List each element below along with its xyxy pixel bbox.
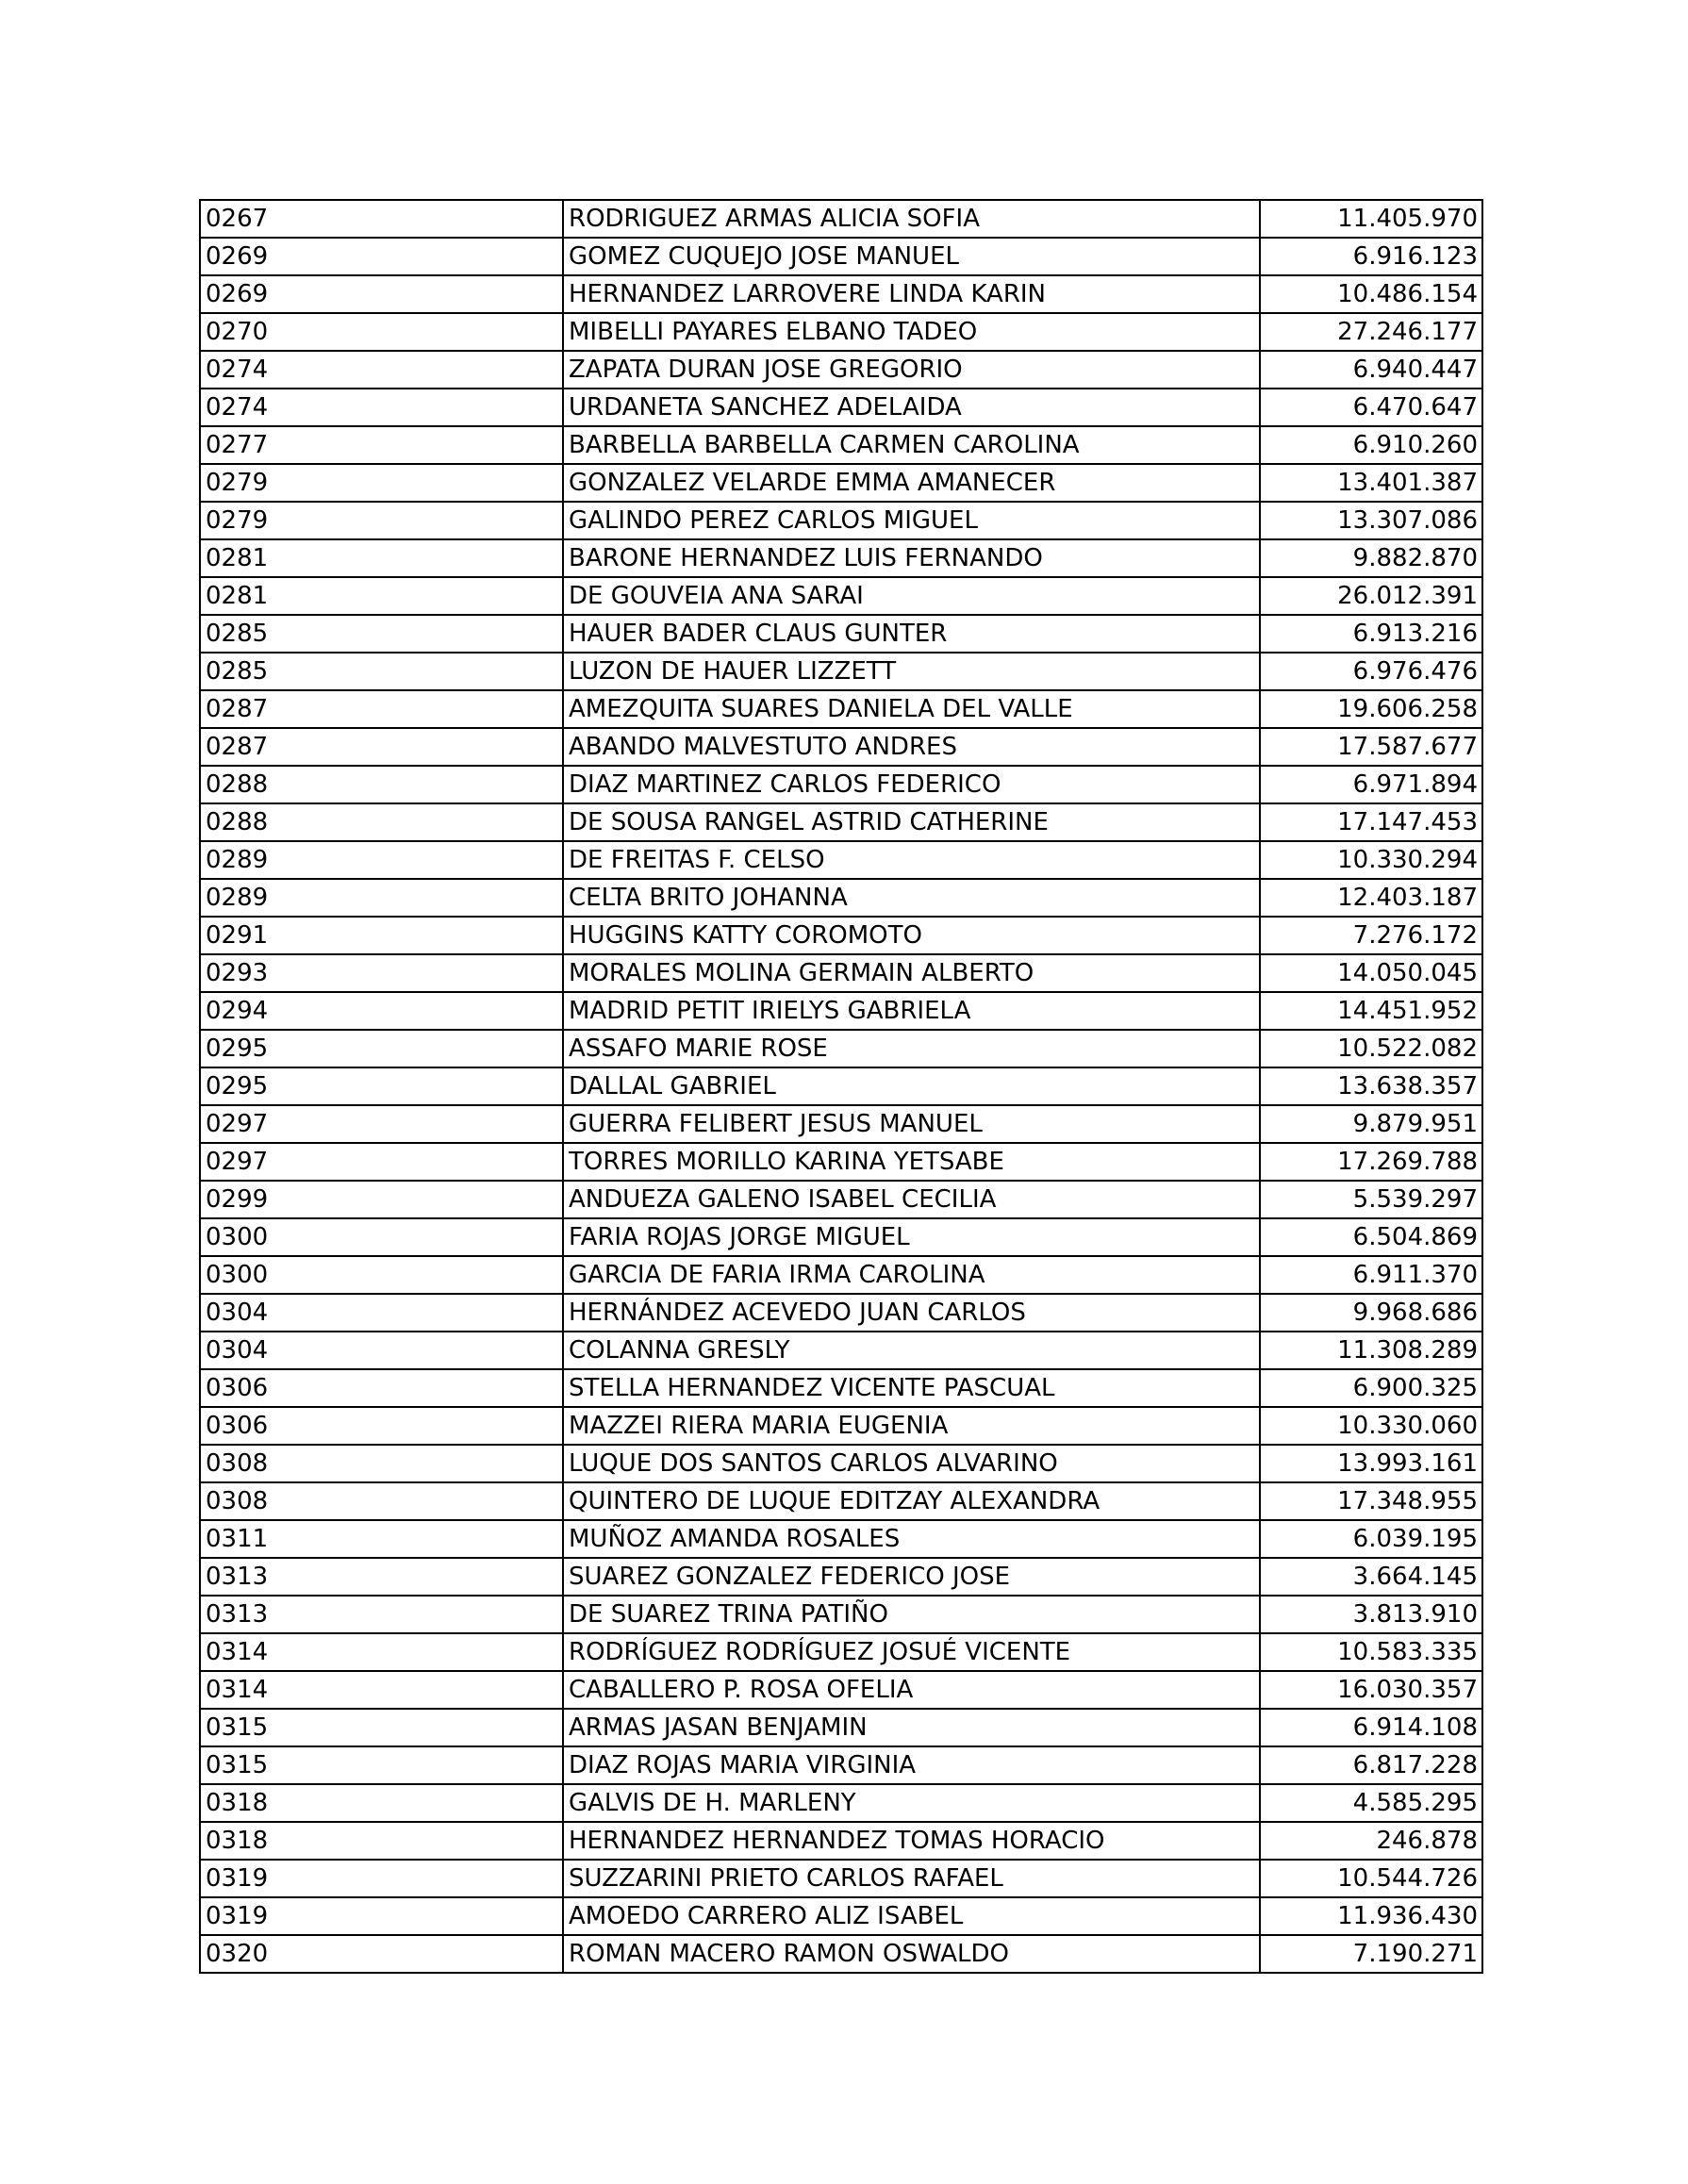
name-cell: MUÑOZ AMANDA ROSALES	[563, 1520, 1260, 1558]
code-cell: 0306	[200, 1407, 563, 1445]
table-row	[200, 1784, 1482, 1822]
name-cell: FARIA ROJAS JORGE MIGUEL	[563, 1218, 1260, 1256]
name-cell: QUINTERO DE LUQUE EDITZAY ALEXANDRA	[563, 1482, 1260, 1520]
name-cell: LUQUE DOS SANTOS CARLOS ALVARINO	[563, 1445, 1260, 1482]
table-row	[200, 954, 1482, 992]
amount-cell: 13.638.357	[1260, 1067, 1482, 1105]
name-cell: HERNANDEZ HERNANDEZ TOMAS HORACIO	[563, 1822, 1260, 1860]
amount-cell: 3.664.145	[1260, 1558, 1482, 1596]
table-row	[200, 1067, 1482, 1105]
amount-cell: 19.606.258	[1260, 690, 1482, 728]
amount-cell: 9.968.686	[1260, 1294, 1482, 1332]
code-cell: 0320	[200, 1935, 563, 1973]
code-cell: 0308	[200, 1482, 563, 1520]
code-cell: 0319	[200, 1860, 563, 1897]
code-cell: 0306	[200, 1369, 563, 1407]
code-cell: 0288	[200, 803, 563, 841]
table-row	[200, 502, 1482, 539]
amount-cell: 27.246.177	[1260, 313, 1482, 351]
name-cell: BARONE HERNANDEZ LUIS FERNANDO	[563, 539, 1260, 577]
amount-cell: 6.504.869	[1260, 1218, 1482, 1256]
table-row	[200, 426, 1482, 464]
name-cell: ABANDO MALVESTUTO ANDRES	[563, 728, 1260, 766]
amount-cell: 17.587.677	[1260, 728, 1482, 766]
name-cell: DE FREITAS F. CELSO	[563, 841, 1260, 879]
code-cell: 0269	[200, 238, 563, 275]
amount-cell: 11.308.289	[1260, 1332, 1482, 1369]
amount-cell: 17.348.955	[1260, 1482, 1482, 1520]
amount-cell: 13.401.387	[1260, 464, 1482, 502]
name-cell: LUZON DE HAUER LIZZETT	[563, 653, 1260, 690]
table-row	[200, 1520, 1482, 1558]
table-row	[200, 577, 1482, 615]
amount-cell: 4.585.295	[1260, 1784, 1482, 1822]
amount-cell: 12.403.187	[1260, 879, 1482, 917]
code-cell: 0304	[200, 1294, 563, 1332]
code-cell: 0319	[200, 1897, 563, 1935]
name-cell: HERNANDEZ LARROVERE LINDA KARIN	[563, 275, 1260, 313]
table-row	[200, 275, 1482, 313]
table-row	[200, 1897, 1482, 1935]
table-row	[200, 653, 1482, 690]
table-row	[200, 1746, 1482, 1784]
amount-cell: 6.916.123	[1260, 238, 1482, 275]
code-cell: 0291	[200, 917, 563, 954]
table-row	[200, 1332, 1482, 1369]
amount-cell: 17.269.788	[1260, 1143, 1482, 1181]
amount-cell: 6.817.228	[1260, 1746, 1482, 1784]
amount-cell: 6.971.894	[1260, 766, 1482, 803]
name-cell: ZAPATA DURAN JOSE GREGORIO	[563, 351, 1260, 389]
table-row	[200, 1596, 1482, 1633]
table-row	[200, 1256, 1482, 1294]
amount-cell: 14.451.952	[1260, 992, 1482, 1030]
amount-cell: 10.330.294	[1260, 841, 1482, 879]
name-cell: DIAZ MARTINEZ CARLOS FEDERICO	[563, 766, 1260, 803]
code-cell: 0267	[200, 200, 563, 238]
name-cell: AMEZQUITA SUARES DANIELA DEL VALLE	[563, 690, 1260, 728]
code-cell: 0289	[200, 879, 563, 917]
table-body	[200, 200, 1482, 1973]
table-row	[200, 1860, 1482, 1897]
amount-cell: 10.544.726	[1260, 1860, 1482, 1897]
amount-cell: 9.879.951	[1260, 1105, 1482, 1143]
table-row	[200, 728, 1482, 766]
amount-cell: 9.882.870	[1260, 539, 1482, 577]
name-cell: CABALLERO P. ROSA OFELIA	[563, 1671, 1260, 1709]
name-cell: GALVIS DE H. MARLENY	[563, 1784, 1260, 1822]
amount-cell: 6.910.260	[1260, 426, 1482, 464]
code-cell: 0314	[200, 1671, 563, 1709]
code-cell: 0315	[200, 1746, 563, 1784]
name-cell: DIAZ ROJAS MARIA VIRGINIA	[563, 1746, 1260, 1784]
code-cell: 0315	[200, 1709, 563, 1746]
name-cell: DALLAL GABRIEL	[563, 1067, 1260, 1105]
table-row	[200, 389, 1482, 426]
code-cell: 0281	[200, 577, 563, 615]
amount-cell: 6.976.476	[1260, 653, 1482, 690]
code-cell: 0279	[200, 502, 563, 539]
amount-cell: 14.050.045	[1260, 954, 1482, 992]
code-cell: 0285	[200, 653, 563, 690]
code-cell: 0311	[200, 1520, 563, 1558]
table-row	[200, 539, 1482, 577]
name-cell: ANDUEZA GALENO ISABEL CECILIA	[563, 1181, 1260, 1218]
code-cell: 0277	[200, 426, 563, 464]
data-table	[199, 199, 1483, 1974]
code-cell: 0270	[200, 313, 563, 351]
name-cell: HERNÁNDEZ ACEVEDO JUAN CARLOS	[563, 1294, 1260, 1332]
code-cell: 0308	[200, 1445, 563, 1482]
amount-cell: 11.405.970	[1260, 200, 1482, 238]
code-cell: 0313	[200, 1558, 563, 1596]
code-cell: 0274	[200, 389, 563, 426]
name-cell: BARBELLA BARBELLA CARMEN CAROLINA	[563, 426, 1260, 464]
amount-cell: 5.539.297	[1260, 1181, 1482, 1218]
name-cell: GUERRA FELIBERT JESUS MANUEL	[563, 1105, 1260, 1143]
table-row	[200, 238, 1482, 275]
amount-cell: 6.913.216	[1260, 615, 1482, 653]
table-row	[200, 1935, 1482, 1973]
code-cell: 0313	[200, 1596, 563, 1633]
name-cell: ASSAFO MARIE ROSE	[563, 1030, 1260, 1067]
code-cell: 0287	[200, 690, 563, 728]
name-cell: MAZZEI RIERA MARIA EUGENIA	[563, 1407, 1260, 1445]
name-cell: GARCIA DE FARIA IRMA CAROLINA	[563, 1256, 1260, 1294]
table-row	[200, 1407, 1482, 1445]
code-cell: 0287	[200, 728, 563, 766]
amount-cell: 17.147.453	[1260, 803, 1482, 841]
table-row	[200, 1294, 1482, 1332]
name-cell: COLANNA GRESLY	[563, 1332, 1260, 1369]
name-cell: TORRES MORILLO KARINA YETSABE	[563, 1143, 1260, 1181]
table-row	[200, 1105, 1482, 1143]
table-row	[200, 1671, 1482, 1709]
code-cell: 0293	[200, 954, 563, 992]
name-cell: CELTA BRITO JOHANNA	[563, 879, 1260, 917]
table-row	[200, 917, 1482, 954]
table-row	[200, 1369, 1482, 1407]
code-cell: 0318	[200, 1784, 563, 1822]
table-row	[200, 766, 1482, 803]
code-cell: 0318	[200, 1822, 563, 1860]
amount-cell: 6.900.325	[1260, 1369, 1482, 1407]
code-cell: 0289	[200, 841, 563, 879]
amount-cell: 6.911.370	[1260, 1256, 1482, 1294]
name-cell: ROMAN MACERO RAMON OSWALDO	[563, 1935, 1260, 1973]
code-cell: 0297	[200, 1105, 563, 1143]
name-cell: HAUER BADER CLAUS GUNTER	[563, 615, 1260, 653]
code-cell: 0304	[200, 1332, 563, 1369]
table-row	[200, 1822, 1482, 1860]
amount-cell: 16.030.357	[1260, 1671, 1482, 1709]
name-cell: HUGGINS KATTY COROMOTO	[563, 917, 1260, 954]
name-cell: DE SUAREZ TRINA PATIÑO	[563, 1596, 1260, 1633]
name-cell: GONZALEZ VELARDE EMMA AMANECER	[563, 464, 1260, 502]
amount-cell: 13.993.161	[1260, 1445, 1482, 1482]
amount-cell: 7.276.172	[1260, 917, 1482, 954]
amount-cell: 11.936.430	[1260, 1897, 1482, 1935]
code-cell: 0285	[200, 615, 563, 653]
name-cell: DE GOUVEIA ANA SARAI	[563, 577, 1260, 615]
table-row	[200, 1709, 1482, 1746]
amount-cell: 13.307.086	[1260, 502, 1482, 539]
table-row	[200, 351, 1482, 389]
name-cell: MADRID PETIT IRIELYS GABRIELA	[563, 992, 1260, 1030]
amount-cell: 10.330.060	[1260, 1407, 1482, 1445]
table-row	[200, 200, 1482, 238]
table-row	[200, 841, 1482, 879]
amount-cell: 3.813.910	[1260, 1596, 1482, 1633]
amount-cell: 26.012.391	[1260, 577, 1482, 615]
name-cell: DE SOUSA RANGEL ASTRID CATHERINE	[563, 803, 1260, 841]
name-cell: STELLA HERNANDEZ VICENTE PASCUAL	[563, 1369, 1260, 1407]
name-cell: URDANETA SANCHEZ ADELAIDA	[563, 389, 1260, 426]
table-row	[200, 615, 1482, 653]
table-row	[200, 1181, 1482, 1218]
code-cell: 0300	[200, 1256, 563, 1294]
table-row	[200, 1218, 1482, 1256]
code-cell: 0281	[200, 539, 563, 577]
table-row	[200, 1482, 1482, 1520]
table-row	[200, 690, 1482, 728]
amount-cell: 10.522.082	[1260, 1030, 1482, 1067]
table-row	[200, 1030, 1482, 1067]
amount-cell: 10.486.154	[1260, 275, 1482, 313]
table-row	[200, 464, 1482, 502]
code-cell: 0274	[200, 351, 563, 389]
table-row	[200, 1633, 1482, 1671]
name-cell: SUZZARINI PRIETO CARLOS RAFAEL	[563, 1860, 1260, 1897]
table-row	[200, 1445, 1482, 1482]
code-cell: 0314	[200, 1633, 563, 1671]
name-cell: AMOEDO CARRERO ALIZ ISABEL	[563, 1897, 1260, 1935]
table-row	[200, 1143, 1482, 1181]
code-cell: 0300	[200, 1218, 563, 1256]
name-cell: RODRÍGUEZ RODRÍGUEZ JOSUÉ VICENTE	[563, 1633, 1260, 1671]
name-cell: GOMEZ CUQUEJO JOSE MANUEL	[563, 238, 1260, 275]
name-cell: ARMAS JASAN BENJAMIN	[563, 1709, 1260, 1746]
code-cell: 0288	[200, 766, 563, 803]
table-row	[200, 803, 1482, 841]
code-cell: 0269	[200, 275, 563, 313]
table-row	[200, 992, 1482, 1030]
code-cell: 0294	[200, 992, 563, 1030]
amount-cell: 6.940.447	[1260, 351, 1482, 389]
name-cell: MIBELLI PAYARES ELBANO TADEO	[563, 313, 1260, 351]
amount-cell: 246.878	[1260, 1822, 1482, 1860]
name-cell: MORALES MOLINA GERMAIN ALBERTO	[563, 954, 1260, 992]
name-cell: GALINDO PEREZ CARLOS MIGUEL	[563, 502, 1260, 539]
code-cell: 0295	[200, 1030, 563, 1067]
code-cell: 0297	[200, 1143, 563, 1181]
amount-cell: 6.039.195	[1260, 1520, 1482, 1558]
code-cell: 0295	[200, 1067, 563, 1105]
name-cell: RODRIGUEZ ARMAS ALICIA SOFIA	[563, 200, 1260, 238]
amount-cell: 6.470.647	[1260, 389, 1482, 426]
amount-cell: 10.583.335	[1260, 1633, 1482, 1671]
name-cell: SUAREZ GONZALEZ FEDERICO JOSE	[563, 1558, 1260, 1596]
table-row	[200, 1558, 1482, 1596]
amount-cell: 7.190.271	[1260, 1935, 1482, 1973]
table-row	[200, 313, 1482, 351]
table-row	[200, 879, 1482, 917]
amount-cell: 6.914.108	[1260, 1709, 1482, 1746]
code-cell: 0299	[200, 1181, 563, 1218]
code-cell: 0279	[200, 464, 563, 502]
